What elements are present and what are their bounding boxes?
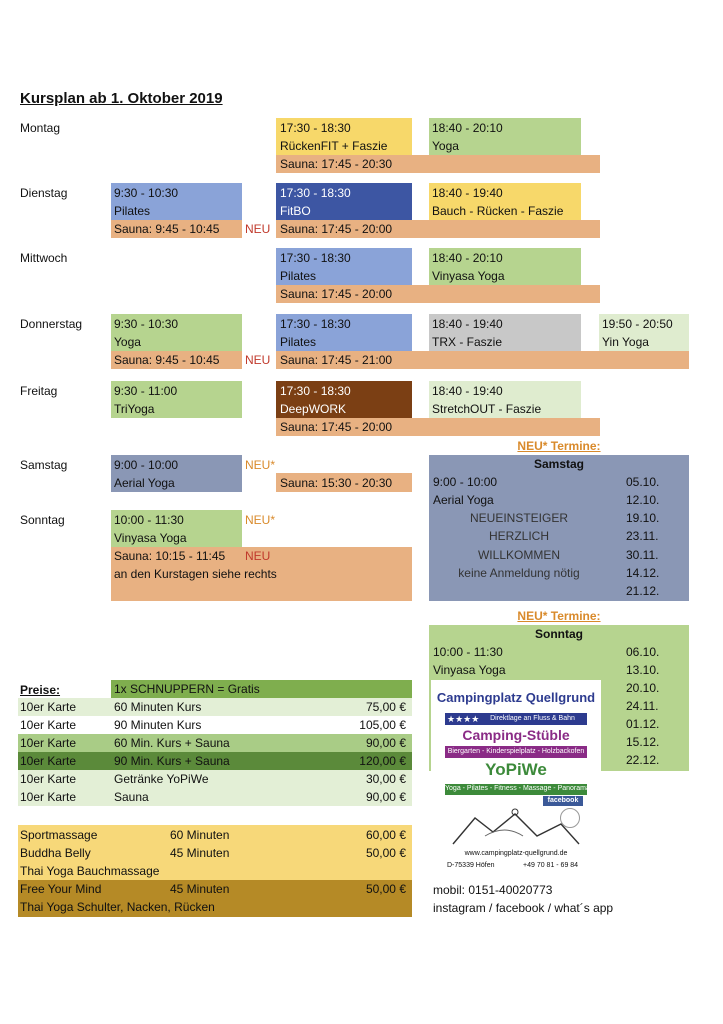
donnerstag-neu: NEU xyxy=(245,353,271,367)
sonntag-neu-sauna: NEU xyxy=(245,549,271,563)
price-desc: Sauna xyxy=(114,790,149,804)
logo-stueble: Camping-Stüble xyxy=(462,727,570,743)
price-value: 105,00 € xyxy=(359,718,406,732)
mittwoch-c2-name: Vinyasa Yoga xyxy=(432,269,505,283)
samstag-c0-name: Aerial Yoga xyxy=(114,476,175,490)
termine-sa-date: 14.12. xyxy=(626,566,660,580)
sonntag-c0-time: 10:00 - 11:30 xyxy=(114,513,184,527)
page-title: Kursplan ab 1. Oktober 2019 xyxy=(20,90,223,107)
termine-sa-time: 9:00 - 10:00 xyxy=(433,475,498,489)
logo-yopiwe: YoPiWe xyxy=(485,760,547,779)
termine-sa-line-2: HERZLICH xyxy=(488,529,549,543)
logo-url: www.campingplatz-quellgrund.de xyxy=(464,850,568,857)
price-value: 90,00 € xyxy=(365,790,406,804)
price-karte: 10er Karte xyxy=(20,772,77,786)
donnerstag-sauna-am: Sauna: 9:45 - 10:45 xyxy=(114,353,220,367)
termine-so-date: 24.11. xyxy=(626,699,659,713)
day-freitag: Freitag xyxy=(20,384,58,398)
free-min: 45 Minuten xyxy=(170,882,230,896)
logo-seal xyxy=(560,808,580,828)
logo-phone: +49 70 81 - 69 84 xyxy=(523,862,579,869)
dienstag-c0-time: 9:30 - 10:30 xyxy=(114,186,179,200)
dienstag-c1-time: 17:30 - 18:30 xyxy=(280,186,351,200)
logo-stars: ★★★★ xyxy=(447,714,480,724)
mittwoch-c1-name: Pilates xyxy=(280,269,317,283)
termine-so-date: 20.10. xyxy=(626,681,660,695)
price-value: 30,00 € xyxy=(365,772,406,786)
freitag-c0-time: 9:30 - 11:00 xyxy=(114,384,178,398)
donnerstag-c1-time: 17:30 - 18:30 xyxy=(280,317,351,331)
sport-name: Sportmassage xyxy=(20,828,98,842)
freitag-c0-name: TriYoga xyxy=(114,402,155,416)
price-desc: 60 Minuten Kurs xyxy=(114,700,202,714)
logo-facebook: facebook xyxy=(547,797,579,804)
termine-so-time: 10:00 - 11:30 xyxy=(433,645,503,659)
logo-tag1: Direktlage an Fluss & Bahn xyxy=(490,715,575,722)
day-montag: Montag xyxy=(20,121,61,135)
samstag-sauna: Sauna: 15:30 - 20:30 xyxy=(280,476,393,490)
free-price: 50,00 € xyxy=(365,882,406,896)
termine-so-date: 06.10. xyxy=(626,645,660,659)
preise-schnuppern: 1x SCHNUPPERN = Gratis xyxy=(114,682,260,696)
sport-price: 60,00 € xyxy=(365,828,406,842)
dienstag-c1-name: FitBO xyxy=(280,204,311,218)
buddha-sub: Thai Yoga Bauchmassage xyxy=(20,864,160,878)
donnerstag-c2-name: TRX - Faszie xyxy=(432,335,503,349)
samstag-c0-time: 9:00 - 10:00 xyxy=(114,458,179,472)
preise-label: Preise: xyxy=(20,683,61,697)
termine-so-title: Sonntag xyxy=(535,627,583,641)
montag-c1-time: 17:30 - 18:30 xyxy=(280,121,351,135)
termine-sa-line-3: WILLKOMMEN xyxy=(477,548,560,562)
price-desc: 90 Min. Kurs + Sauna xyxy=(114,754,230,768)
donnerstag-c0-name: Yoga xyxy=(114,335,141,349)
logo-address: D-75339 Höfen xyxy=(447,862,495,869)
termine-sa-date: 23.11. xyxy=(626,529,659,543)
termine-sa-title: Samstag xyxy=(533,457,585,471)
donnerstag-c3-name: Yin Yoga xyxy=(602,335,649,349)
termine-so-heading: NEU* Termine: xyxy=(517,609,601,623)
samstag-neu: NEU* xyxy=(245,458,276,472)
freitag-c1-name: DeepWORK xyxy=(280,402,347,416)
sport-min: 60 Minuten xyxy=(170,828,230,842)
price-karte: 10er Karte xyxy=(20,700,77,714)
termine-so-date: 13.10. xyxy=(626,663,660,677)
sonntag-note: an den Kurstagen siehe rechts xyxy=(114,567,277,581)
termine-sa-date: 30.11. xyxy=(626,548,659,562)
price-desc: 60 Min. Kurs + Sauna xyxy=(114,736,230,750)
price-karte: 10er Karte xyxy=(20,736,77,750)
buddha-min: 45 Minuten xyxy=(170,846,230,860)
price-value: 90,00 € xyxy=(365,736,406,750)
termine-so-date: 15.12. xyxy=(626,735,660,749)
day-dienstag: Dienstag xyxy=(20,186,68,200)
montag-c2-time: 18:40 - 20:10 xyxy=(432,121,503,135)
termine-so-date: 22.12. xyxy=(626,753,660,767)
freitag-sauna: Sauna: 17:45 - 20:00 xyxy=(280,420,393,434)
termine-sa-heading: NEU* Termine: xyxy=(517,439,601,453)
price-desc: 90 Minuten Kurs xyxy=(114,718,202,732)
termine-so-date: 01.12. xyxy=(626,717,660,731)
dienstag-sauna-am: Sauna: 9:45 - 10:45 xyxy=(114,222,220,236)
termine-sa-date: 19.10. xyxy=(626,511,660,525)
montag-c2-name: Yoga xyxy=(432,139,459,153)
dienstag-c0-name: Pilates xyxy=(114,204,151,218)
price-karte: 10er Karte xyxy=(20,754,77,768)
free-sub: Thai Yoga Schulter, Nacken, Rücken xyxy=(20,900,215,914)
termine-sa-line-4: keine Anmeldung nötig xyxy=(458,566,580,580)
freitag-c1-time: 17:30 - 18:30 xyxy=(280,384,351,398)
donnerstag-c3-time: 19:50 - 20:50 xyxy=(602,317,673,331)
dienstag-sauna: Sauna: 17:45 - 20:00 xyxy=(280,222,393,236)
mittwoch-c2-time: 18:40 - 20:10 xyxy=(432,251,503,265)
contact-mobil: mobil: 0151-40020773 xyxy=(433,883,553,897)
termine-sa-line-1: NEUEINSTEIGER xyxy=(469,511,568,525)
price-value: 120,00 € xyxy=(359,754,406,768)
buddha-price: 50,00 € xyxy=(365,846,406,860)
day-samstag: Samstag xyxy=(20,458,68,472)
dienstag-c2-name: Bauch - Rücken - Faszie xyxy=(432,204,564,218)
logo-tag2: Biergarten - Kinderspielplatz - Holzbackofen xyxy=(447,748,585,755)
donnerstag-c2-time: 18:40 - 19:40 xyxy=(432,317,503,331)
sonntag-neu: NEU* xyxy=(245,513,276,527)
montag-sauna: Sauna: 17:45 - 20:30 xyxy=(280,157,393,171)
termine-sa-date: 12.10. xyxy=(626,493,660,507)
mittwoch-c1-time: 17:30 - 18:30 xyxy=(280,251,351,265)
logo-name: Campingplatz Quellgrund xyxy=(436,690,596,705)
mittwoch-sauna: Sauna: 17:45 - 20:00 xyxy=(280,287,393,301)
logo-tag3: Yoga - Pilates - Fitness - Massage - Panorama-Sauna xyxy=(445,785,613,792)
termine-sa-date: 21.12. xyxy=(626,584,660,598)
donnerstag-c1-name: Pilates xyxy=(280,335,317,349)
contact-social: instagram / facebook / what´s app xyxy=(433,901,614,915)
day-mittwoch: Mittwoch xyxy=(20,251,68,265)
dienstag-c2-time: 18:40 - 19:40 xyxy=(432,186,503,200)
price-karte: 10er Karte xyxy=(20,718,77,732)
freitag-c2-time: 18:40 - 19:40 xyxy=(432,384,503,398)
donnerstag-sauna: Sauna: 17:45 - 21:00 xyxy=(280,353,393,367)
day-sonntag: Sonntag xyxy=(20,513,65,527)
termine-sa-name: Aerial Yoga xyxy=(433,493,494,507)
price-desc: Getränke YoPiWe xyxy=(114,772,209,786)
price-value: 75,00 € xyxy=(365,700,406,714)
freitag-c2-name: StretchOUT - Faszie xyxy=(432,402,542,416)
termine-so-name: Vinyasa Yoga xyxy=(433,663,506,677)
donnerstag-c0-time: 9:30 - 10:30 xyxy=(114,317,179,331)
buddha-name: Buddha Belly xyxy=(20,846,91,860)
free-name: Free Your Mind xyxy=(20,882,102,896)
day-donnerstag: Donnerstag xyxy=(20,317,83,331)
montag-c1-name: RückenFIT + Faszie xyxy=(280,139,388,153)
sonntag-c0-name: Vinyasa Yoga xyxy=(114,531,187,545)
sonntag-sauna: Sauna: 10:15 - 11:45 xyxy=(114,549,226,563)
price-karte: 10er Karte xyxy=(20,790,77,804)
dienstag-neu: NEU xyxy=(245,222,271,236)
termine-sa-date: 05.10. xyxy=(626,475,660,489)
